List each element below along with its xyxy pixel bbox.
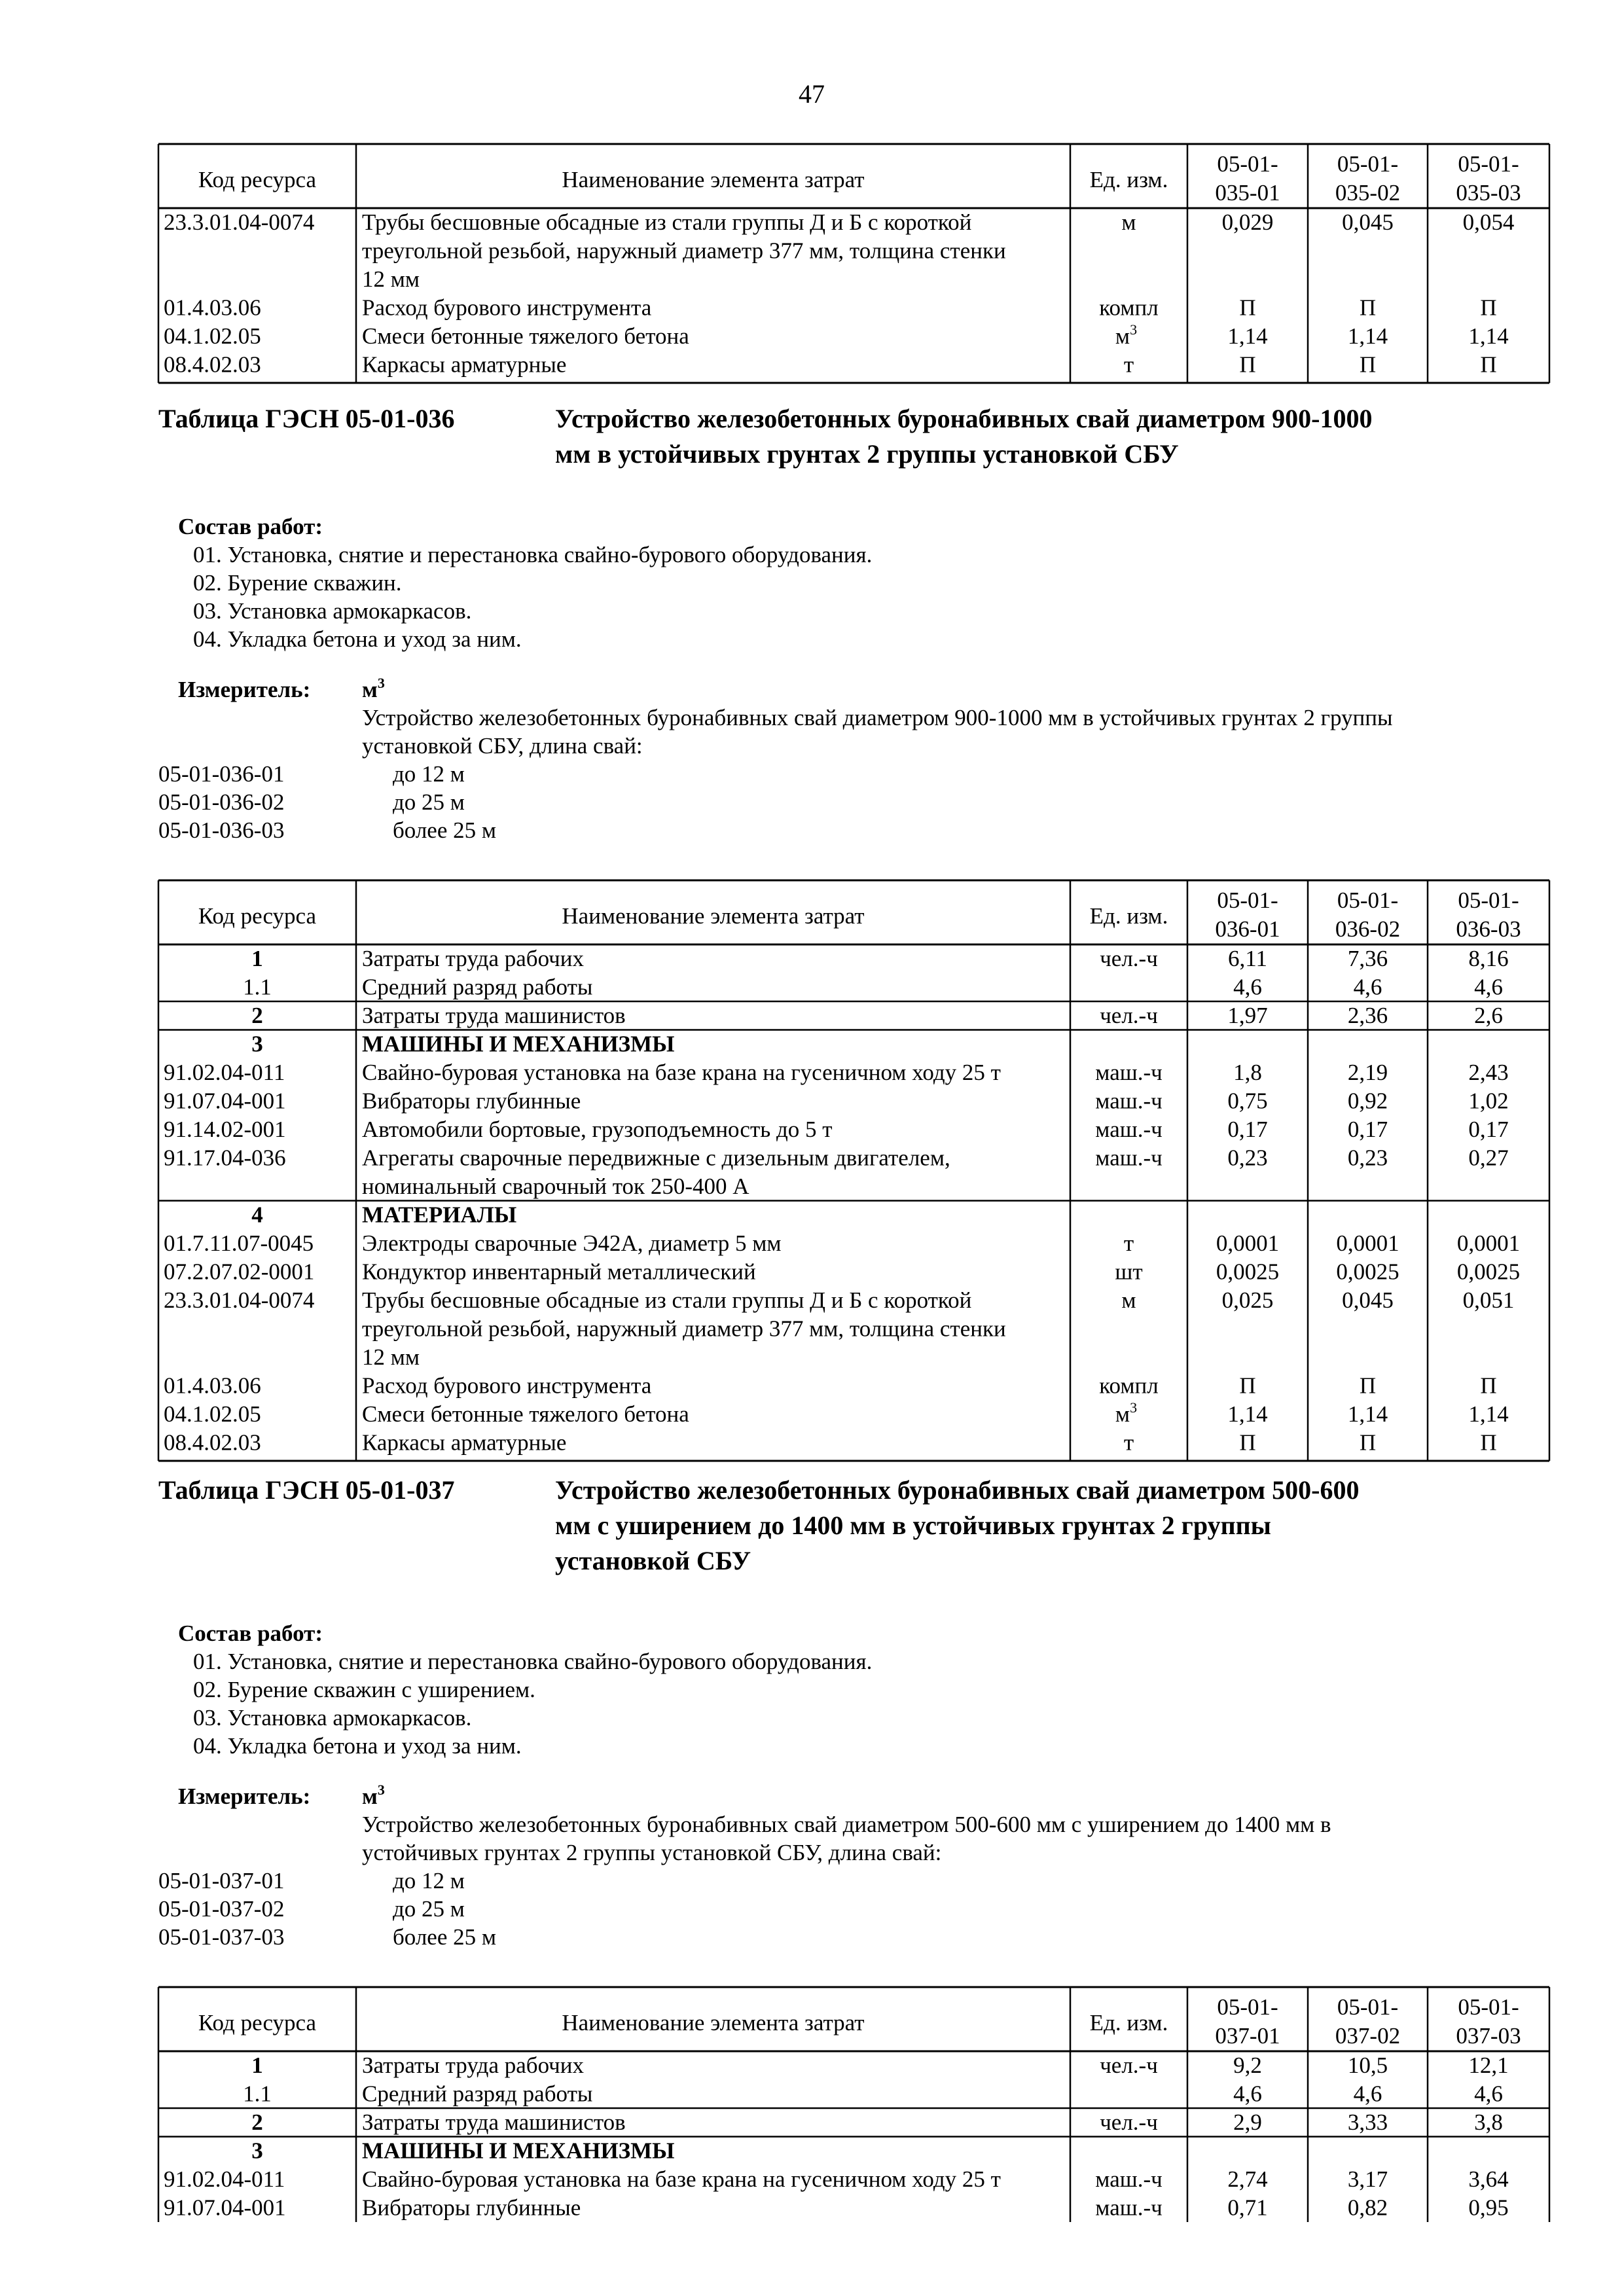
table-05-01-037-intro [158, 1475, 1359, 1950]
measure-unit-base: м [362, 677, 378, 702]
works-item: 01. Установка, снятие и перестановка свайно-бурового оборудования. [193, 542, 873, 567]
header-unit: Ед. изм. [1089, 2010, 1168, 2036]
variant-length: до 12 м [393, 1868, 465, 1893]
row-value-3: 12,1 [1468, 2053, 1509, 2078]
row-value-2: 2,36 [1347, 1003, 1388, 1028]
row-unit: маш.-ч [1095, 2166, 1163, 2192]
row-value-1: П [1239, 1372, 1256, 1399]
row-unit [1115, 1399, 1137, 1427]
row-unit: маш.-ч [1095, 1145, 1163, 1171]
variant-length: более 25 м [393, 817, 497, 843]
row-value-2: 1,14 [1347, 1401, 1388, 1427]
row-value-2: 4,6 [1353, 974, 1382, 1000]
table-row [251, 1202, 516, 1228]
table-row [251, 2053, 1508, 2078]
row-name: Вибраторы глубинные [362, 2195, 581, 2221]
row-name: Затраты труда рабочих [362, 946, 584, 971]
table-05-01-036 [158, 880, 1549, 1461]
works-label: Состав работ: [178, 514, 323, 539]
row-value-3: 2,43 [1468, 1060, 1509, 1085]
works-item: 03. Установка армокаркасов. [193, 598, 472, 624]
row-unit: шт [1115, 1259, 1143, 1285]
measure-unit-superscript: 3 [377, 675, 385, 691]
table-row [251, 946, 1508, 971]
works-item: 04. Укладка бетона и уход за ним. [193, 1733, 522, 1759]
row-name: Каркасы арматурные [362, 1429, 567, 1456]
row-name: 12 мм [362, 1344, 420, 1370]
row-value-2: П [1359, 351, 1377, 378]
row-unit: маш.-ч [1095, 1060, 1163, 1085]
row-unit-superscript: 3 [1130, 1399, 1138, 1416]
table-row [164, 295, 1497, 321]
row-value-1: 0,71 [1227, 2195, 1268, 2221]
table-title: Устройство железобетонных буронабивных свай диаметром 500-600 [555, 1475, 1360, 1505]
header-unit: Ед. изм. [1089, 903, 1168, 929]
row-code: 3 [251, 2138, 263, 2164]
variant-code: 05-01-036-02 [158, 789, 285, 815]
row-value-3: 0,051 [1462, 1287, 1515, 1313]
row-value-2: 10,5 [1347, 2053, 1388, 2078]
row-code: 3 [251, 1031, 263, 1057]
header-col-3-line1: 05-01- [1458, 1994, 1519, 2020]
row-code: 2 [251, 2109, 263, 2135]
row-code: 91.02.04-011 [164, 2166, 285, 2192]
table-row [164, 1145, 1509, 1200]
row-value-3: 4,6 [1474, 2081, 1503, 2107]
row-unit-base: м [1115, 1401, 1130, 1427]
row-name: Смеси бетонные тяжелого бетона [362, 323, 689, 349]
row-unit: маш.-ч [1095, 2195, 1163, 2221]
row-value-1: 0,0001 [1216, 1230, 1280, 1256]
table-row [164, 1117, 1509, 1142]
row-code: 91.07.04-001 [164, 1088, 286, 1114]
row-value-2: 0,045 [1342, 209, 1394, 235]
row-name: Затраты труда рабочих [362, 2053, 584, 2078]
header-col-3-line2: 036-03 [1456, 916, 1521, 942]
table-row [164, 1373, 1497, 1399]
row-value-3: 2,6 [1474, 1003, 1503, 1028]
header-col-2-line2: 037-02 [1335, 2023, 1401, 2049]
row-unit: м [1121, 1287, 1136, 1313]
variant-row [158, 761, 465, 787]
row-name: Свайно-буровая установка на базе крана на гусеничном ходу 25 т [362, 1060, 1001, 1085]
row-code: 23.3.01.04-0074 [164, 209, 315, 235]
header-code: Код ресурса [198, 167, 317, 192]
row-name: Автомобили бортовые, грузоподъемность до 5 т [362, 1117, 833, 1142]
header-col-1-line1: 05-01- [1217, 151, 1278, 177]
row-code: 4 [251, 1202, 263, 1228]
row-code: 01.7.11.07-0045 [164, 1230, 314, 1256]
row-name: треугольной резьбой, наружный диаметр 377 мм, толщина стенки [362, 1316, 1006, 1342]
header-col-3-line1: 05-01- [1458, 151, 1519, 177]
row-value-3: П [1480, 1372, 1497, 1399]
measure-unit [362, 1782, 385, 1809]
row-value-1: 0,0025 [1216, 1259, 1280, 1285]
row-unit: маш.-ч [1095, 1088, 1163, 1114]
row-value-2: 0,92 [1347, 1088, 1388, 1114]
row-code: 1 [251, 2053, 263, 2078]
row-code: 1.1 [243, 2081, 272, 2107]
table-row [164, 1060, 1509, 1085]
header-name: Наименование элемента затрат [562, 167, 865, 192]
row-value-1: 2,74 [1227, 2166, 1268, 2192]
row-value-3: П [1480, 295, 1497, 321]
row-code: 1.1 [243, 974, 272, 1000]
table-row [251, 2109, 1503, 2135]
row-value-3: П [1480, 1429, 1497, 1456]
row-unit-base: м [1115, 323, 1130, 349]
row-name: Затраты труда машинистов [362, 1003, 626, 1028]
variant-length: до 25 м [393, 1896, 465, 1922]
row-value-3: 8,16 [1468, 946, 1509, 971]
header-col-3-line2: 037-03 [1456, 2023, 1521, 2049]
header-col-2-line2: 035-02 [1335, 180, 1401, 206]
row-name: МАШИНЫ И МЕХАНИЗМЫ [362, 2138, 675, 2164]
row-code: 01.4.03.06 [164, 1372, 261, 1399]
row-value-1: 0,17 [1227, 1117, 1268, 1142]
row-value-3: 3,64 [1468, 2166, 1509, 2192]
row-value-2: 1,14 [1347, 323, 1388, 349]
row-name: Средний разряд работы [362, 2081, 593, 2107]
header-col-3-line1: 05-01- [1458, 888, 1519, 913]
measure-description: Устройство железобетонных буронабивных свай диаметром 500-600 мм с уширением до 1400 мм в [362, 1812, 1331, 1837]
table-row [251, 2138, 674, 2164]
row-unit: т [1123, 1429, 1134, 1456]
row-name: Трубы бесшовные обсадные из стали группы Д и Б с короткой [362, 209, 972, 235]
table-row [164, 352, 1497, 378]
table-title: установкой СБУ [555, 1546, 751, 1575]
row-unit: компл [1099, 1372, 1159, 1399]
header-col-2-line2: 036-02 [1335, 916, 1401, 942]
row-unit [1115, 321, 1137, 349]
variant-code: 05-01-036-01 [158, 761, 285, 787]
row-code: 23.3.01.04-0074 [164, 1287, 315, 1313]
row-value-1: 4,6 [1233, 2081, 1262, 2107]
row-value-2: 0,0001 [1336, 1230, 1399, 1256]
header-code: Код ресурса [198, 903, 317, 929]
row-value-1: 0,23 [1227, 1145, 1268, 1171]
row-value-2: 3,33 [1347, 2109, 1388, 2135]
row-name: МАТЕРИАЛЫ [362, 1202, 517, 1228]
row-name: номинальный сварочный ток 250-400 А [362, 1174, 749, 1199]
row-code: 07.2.07.02-0001 [164, 1259, 315, 1285]
measure-unit-superscript: 3 [377, 1782, 385, 1798]
row-value-3: 1,02 [1468, 1088, 1509, 1114]
row-code: 1 [251, 946, 263, 971]
works-item: 02. Бурение скважин с уширением. [193, 1677, 535, 1702]
row-name: Расход бурового инструмента [362, 1372, 652, 1399]
row-value-2: 4,6 [1353, 2081, 1382, 2107]
row-value-1: 1,97 [1227, 1003, 1268, 1028]
row-value-2: 2,19 [1347, 1060, 1388, 1085]
row-value-3: 3,8 [1474, 2109, 1503, 2135]
row-unit: чел.-ч [1100, 1003, 1158, 1028]
row-value-1: 2,9 [1233, 2109, 1262, 2135]
works-item: 03. Установка армокаркасов. [193, 1705, 472, 1731]
row-name: Трубы бесшовные обсадные из стали группы Д и Б с короткой [362, 1287, 972, 1313]
row-code: 04.1.02.05 [164, 1401, 261, 1427]
variant-code: 05-01-037-02 [158, 1896, 285, 1922]
header-name: Наименование элемента затрат [562, 903, 865, 929]
row-unit: т [1123, 1230, 1134, 1256]
table-row [251, 1031, 674, 1057]
measure-unit-base: м [362, 1784, 378, 1809]
row-unit: т [1123, 351, 1134, 378]
row-name: Свайно-буровая установка на базе крана на гусеничном ходу 25 т [362, 2166, 1001, 2192]
row-code: 2 [251, 1003, 263, 1028]
works-item: 02. Бурение скважин. [193, 570, 402, 596]
row-value-3: П [1480, 351, 1497, 378]
row-code: 08.4.02.03 [164, 1429, 261, 1456]
row-value-1: 6,11 [1228, 946, 1267, 971]
header-code: Код ресурса [198, 2010, 317, 2036]
row-unit-superscript: 3 [1130, 321, 1138, 338]
row-value-2: 0,23 [1347, 1145, 1388, 1171]
measure-label: Измеритель: [178, 677, 311, 702]
row-unit: компл [1099, 295, 1159, 321]
table-title: мм в устойчивых грунтах 2 группы установкой СБУ [555, 439, 1179, 469]
table-row [164, 2195, 1509, 2221]
row-value-1: 1,14 [1227, 323, 1268, 349]
table-label: Таблица ГЭСН 05-01-036 [158, 404, 455, 433]
variant-length: до 12 м [393, 761, 465, 787]
row-name: МАШИНЫ И МЕХАНИЗМЫ [362, 1031, 675, 1057]
row-code: 91.07.04-001 [164, 2195, 286, 2221]
table-row [164, 2166, 1509, 2192]
header-col-2-line1: 05-01- [1337, 888, 1399, 913]
row-code: 91.17.04-036 [164, 1145, 286, 1171]
row-unit: чел.-ч [1100, 2109, 1158, 2135]
row-code: 91.02.04-011 [164, 1060, 285, 1085]
row-value-3: 4,6 [1474, 974, 1503, 1000]
header-col-2-line1: 05-01- [1337, 1994, 1399, 2020]
table-05-01-035 [158, 144, 1549, 383]
row-name: Вибраторы глубинные [362, 1088, 581, 1114]
row-value-3: 0,0025 [1456, 1259, 1521, 1285]
row-value-2: 7,36 [1347, 946, 1388, 971]
header-col-2-line1: 05-01- [1337, 151, 1399, 177]
table-row [164, 321, 1509, 349]
row-value-3: 1,14 [1468, 1401, 1509, 1427]
row-value-1: 1,14 [1227, 1401, 1268, 1427]
table-row [243, 2081, 1503, 2107]
variant-code: 05-01-036-03 [158, 817, 285, 843]
variant-row [158, 1924, 496, 1950]
table-row [164, 1430, 1497, 1456]
variant-code: 05-01-037-03 [158, 1924, 285, 1950]
row-value-1: 9,2 [1233, 2053, 1262, 2078]
measure-unit [362, 675, 385, 702]
variant-row [158, 789, 465, 815]
header-col-1-line2: 036-01 [1215, 916, 1280, 942]
measure-description: устойчивых грунтах 2 группы установкой СБУ, длина свай: [362, 1840, 942, 1865]
row-code: 08.4.02.03 [164, 351, 261, 378]
header-col-1-line1: 05-01- [1217, 888, 1278, 913]
variant-row [158, 1868, 465, 1893]
measure-description: Устройство железобетонных буронабивных свай диаметром 900-1000 мм в устойчивых грунтах 2 группы [362, 705, 1393, 730]
header-col-1-line1: 05-01- [1217, 1994, 1278, 2020]
row-value-1: П [1239, 351, 1256, 378]
row-value-1: П [1239, 295, 1256, 321]
header-name: Наименование элемента затрат [562, 2010, 865, 2036]
row-unit: м [1121, 209, 1136, 235]
row-value-3: 0,054 [1462, 209, 1515, 235]
table-05-01-037 [158, 1987, 1549, 2222]
row-unit: маш.-ч [1095, 1117, 1163, 1142]
table-row [164, 1230, 1520, 1256]
row-value-2: П [1359, 1429, 1377, 1456]
row-value-2: 0,045 [1342, 1287, 1394, 1313]
row-code: 01.4.03.06 [164, 295, 261, 321]
row-name: Смеси бетонные тяжелого бетона [362, 1401, 689, 1427]
row-value-1: 1,8 [1233, 1060, 1262, 1085]
row-value-2: 3,17 [1347, 2166, 1388, 2192]
variant-length: более 25 м [393, 1924, 497, 1950]
row-value-3: 0,27 [1468, 1145, 1509, 1171]
row-name: Затраты труда машинистов [362, 2109, 626, 2135]
variant-code: 05-01-037-01 [158, 1868, 285, 1893]
measure-description: установкой СБУ, длина свай: [362, 733, 643, 759]
table-title: мм с уширением до 1400 мм в устойчивых грунтах 2 группы [555, 1511, 1271, 1540]
row-unit: чел.-ч [1100, 946, 1158, 971]
header-unit: Ед. изм. [1089, 167, 1168, 192]
works-label: Состав работ: [178, 1621, 323, 1646]
table-row [164, 1259, 1520, 1285]
table-05-01-036-intro [158, 404, 1393, 843]
row-value-3: 0,95 [1468, 2195, 1509, 2221]
row-name: Электроды сварочные Э42А, диаметр 5 мм [362, 1230, 782, 1256]
row-name: Каркасы арматурные [362, 351, 567, 378]
row-value-2: 0,82 [1347, 2195, 1388, 2221]
table-row [164, 1399, 1509, 1427]
row-unit: чел.-ч [1100, 2053, 1158, 2078]
variant-row [158, 1896, 465, 1922]
header-col-1-line2: 035-01 [1215, 180, 1280, 206]
row-value-2: П [1359, 295, 1377, 321]
table-row [251, 1003, 1503, 1028]
row-value-1: 4,6 [1233, 974, 1262, 1000]
row-name: Расход бурового инструмента [362, 295, 652, 321]
variant-length: до 25 м [393, 789, 465, 815]
row-value-3: 1,14 [1468, 323, 1509, 349]
row-code: 04.1.02.05 [164, 323, 261, 349]
row-value-2: 0,0025 [1336, 1259, 1399, 1285]
row-value-3: 0,17 [1468, 1117, 1509, 1142]
header-col-3-line2: 035-03 [1456, 180, 1521, 206]
works-item: 04. Укладка бетона и уход за ним. [193, 626, 522, 652]
row-value-2: 0,17 [1347, 1117, 1388, 1142]
row-value-1: 0,029 [1221, 209, 1274, 235]
table-row [164, 209, 1514, 292]
table-row [243, 975, 1503, 1000]
row-code: 91.14.02-001 [164, 1117, 286, 1142]
row-name: 12 мм [362, 266, 420, 292]
row-value-1: 0,025 [1221, 1287, 1274, 1313]
row-name: Агрегаты сварочные передвижные с дизельным двигателем, [362, 1145, 950, 1171]
row-value-3: 0,0001 [1456, 1230, 1521, 1256]
table-label: Таблица ГЭСН 05-01-037 [158, 1475, 455, 1505]
row-name: треугольной резьбой, наружный диаметр 377 мм, толщина стенки [362, 238, 1006, 264]
measure-label: Измеритель: [178, 1784, 311, 1809]
table-row [164, 1287, 1514, 1370]
row-name: Кондуктор инвентарный металлический [362, 1259, 756, 1285]
row-name: Средний разряд работы [362, 974, 593, 1000]
page-number: 47 [799, 79, 825, 109]
row-value-1: 0,75 [1227, 1088, 1268, 1114]
header-col-1-line2: 037-01 [1215, 2023, 1280, 2049]
table-row [164, 1088, 1509, 1114]
row-value-2: П [1359, 1372, 1377, 1399]
table-title: Устройство железобетонных буронабивных свай диаметром 900-1000 [555, 404, 1373, 433]
works-item: 01. Установка, снятие и перестановка свайно-бурового оборудования. [193, 1649, 873, 1674]
row-value-1: П [1239, 1429, 1256, 1456]
variant-row [158, 817, 496, 843]
